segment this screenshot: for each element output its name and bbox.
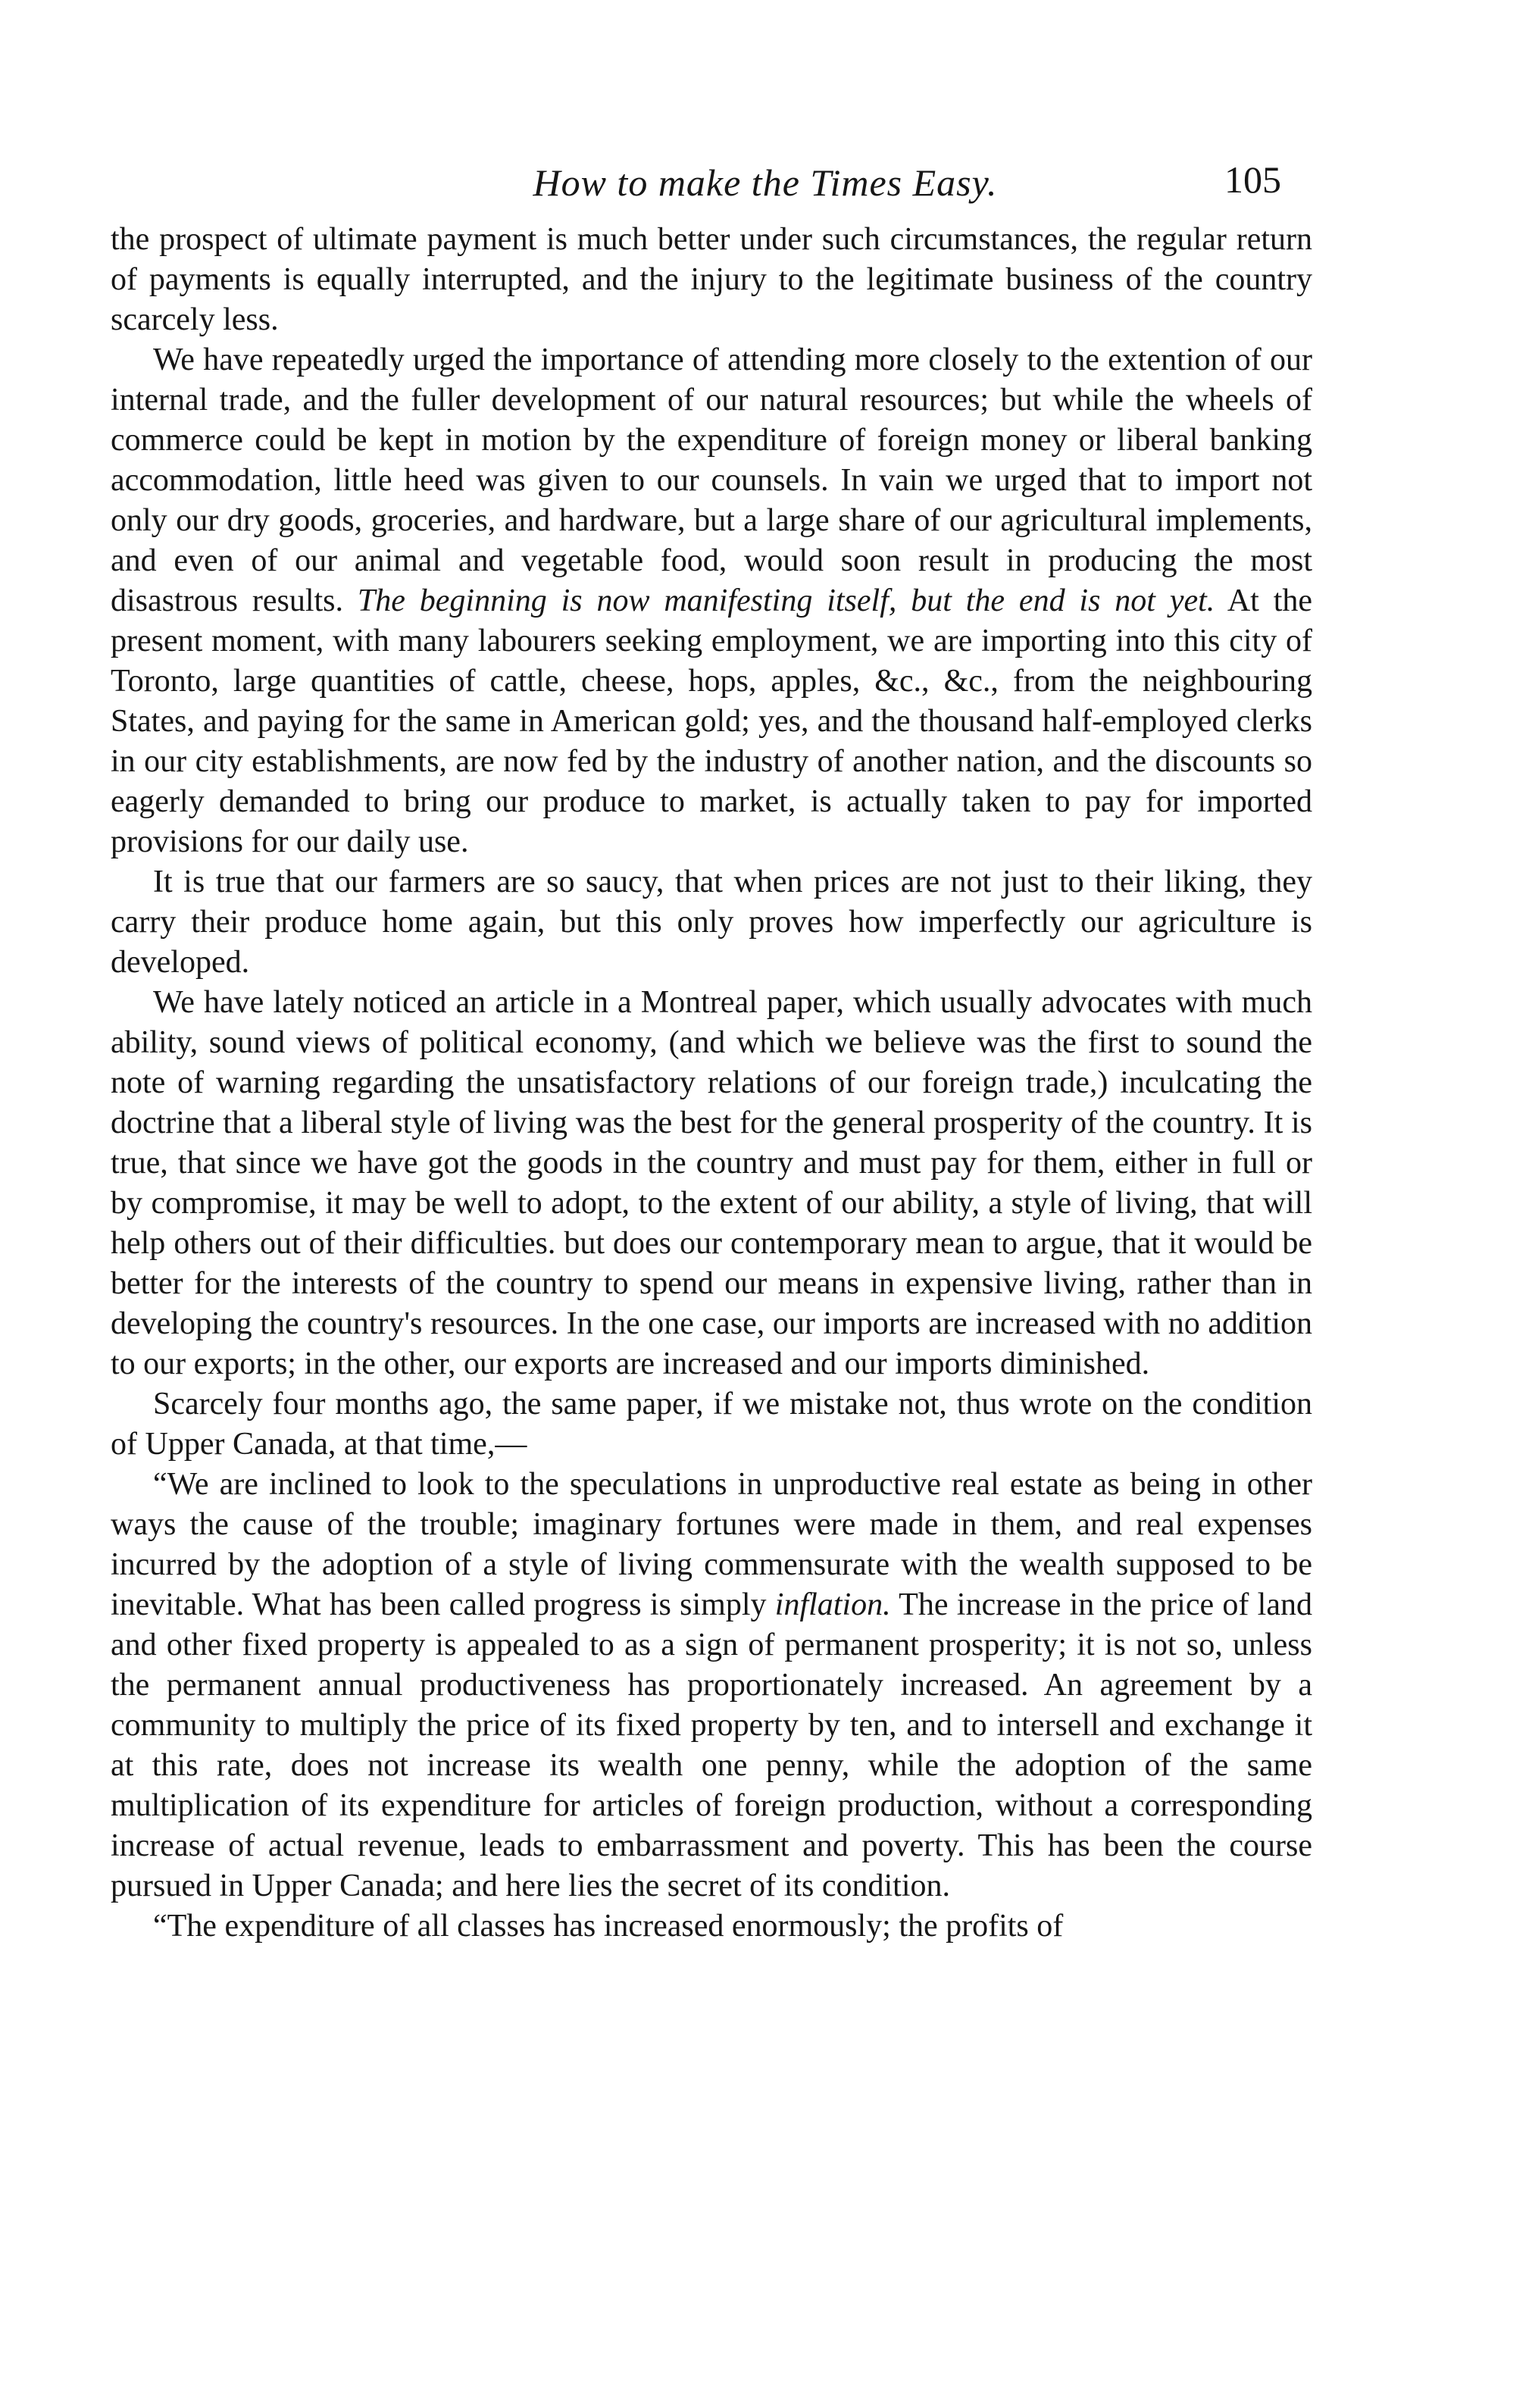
page-number: 105 <box>1224 158 1281 201</box>
paragraph-continuation: the prospect of ultimate payment is much better under such circumstances, the regular return of payments is equally interrupted, and the injury to the legitimate business of the country scarcely less. <box>111 222 1312 337</box>
italic-phrase: The beginning is now manifesting itself, but the end is not yet. <box>357 583 1215 618</box>
body-text <box>111 220 1312 1947</box>
paragraph-montreal-paper: We have lately noticed an article in a Montreal paper, which usually advocates with much ability, sound views of political economy, (and which we believe was the first to sound the note of warning regarding the unsatisfactory relations of our foreign trade,) inculcating the doctrine that a liberal style of living was the best for the general prosperity of the country. It is true, that since we have got the goods in the country and must pay for them, either in full or by compromise, it may be well to adopt, to the extent of our ability, a style of living, that will help others out of their difficulties. but does our contemporary mean to argue, that it would be better for the interests of the country to spend our means in expensive living, rather than in developing the country's resources. In the one case, our imports are increased with no addition to our exports; in the other, our exports are increased and our imports diminished. <box>111 985 1312 1381</box>
paragraph-quotation-expenditure: “The expenditure of all classes has increased enormously; the profits of <box>153 1909 1064 1944</box>
paragraph-internal-trade: We have repeatedly urged the importance of attending more closely to the extention of our internal trade, and the fuller development of our natural resources; but while the wheels of commerce could be kept in motion by the expenditure of foreign money or liberal banking accommodation, little heed was given to our counsels. In vain we urged that to import not only our dry goods, groceries, and hardware, but a large share of our agricultural implements, and even of our animal and vegetable food, would soon result in producing the most disastrous results. The beginning is now manifesting itself, but the end is not yet. At the present moment, with many labourers seeking employment, we are importing into this city of Toronto, large quantities of cattle, cheese, hops, apples, &c., &c., from the neighbouring States, and paying for the same in American gold; yes, and the thousand half-employed clerks in our city establishments, are now fed by the industry of another nation, and the discounts so eagerly demanded to bring our produce to market, is actually taken to pay for imported provisions for our daily use. <box>111 342 1313 859</box>
italic-word: inflation. <box>774 1587 891 1622</box>
paragraph-four-months: Scarcely four months ago, the same paper, if we mistake not, thus wrote on the condition of Upper Canada, at that time,— <box>111 1387 1312 1462</box>
running-title: How to make the Times Easy. <box>533 161 998 204</box>
paragraph-quotation-inflation: “We are inclined to look to the speculations in unproductive real estate as being in other ways the cause of the trouble; imaginary fortunes were made in them, and real expenses incurred by the adoption of a style of living commensurate with the wealth supposed to be inevitable. What has been called progress is simply inflation. The increase in the price of land and other fixed property is appealed to as a sign of permanent prosperity; it is not so, unless the permanent annual productiveness has proportionately increased. An agreement by a community to multiply the price of its fixed property by ten, and to intersell and exchange it at this rate, does not increase its wealth one penny, while the adoption of the same multiplication of its expenditure for articles of foreign production, without a corresponding increase of actual revenue, leads to embarrassment and poverty. This has been the course pursued in Upper Canada; and here lies the secret of its condition. <box>111 1467 1312 1903</box>
paragraph-farmers: It is true that our farmers are so saucy, that when prices are not just to their liking, they carry their produce home again, but this only proves how imperfectly our agriculture is developed. <box>111 865 1312 980</box>
